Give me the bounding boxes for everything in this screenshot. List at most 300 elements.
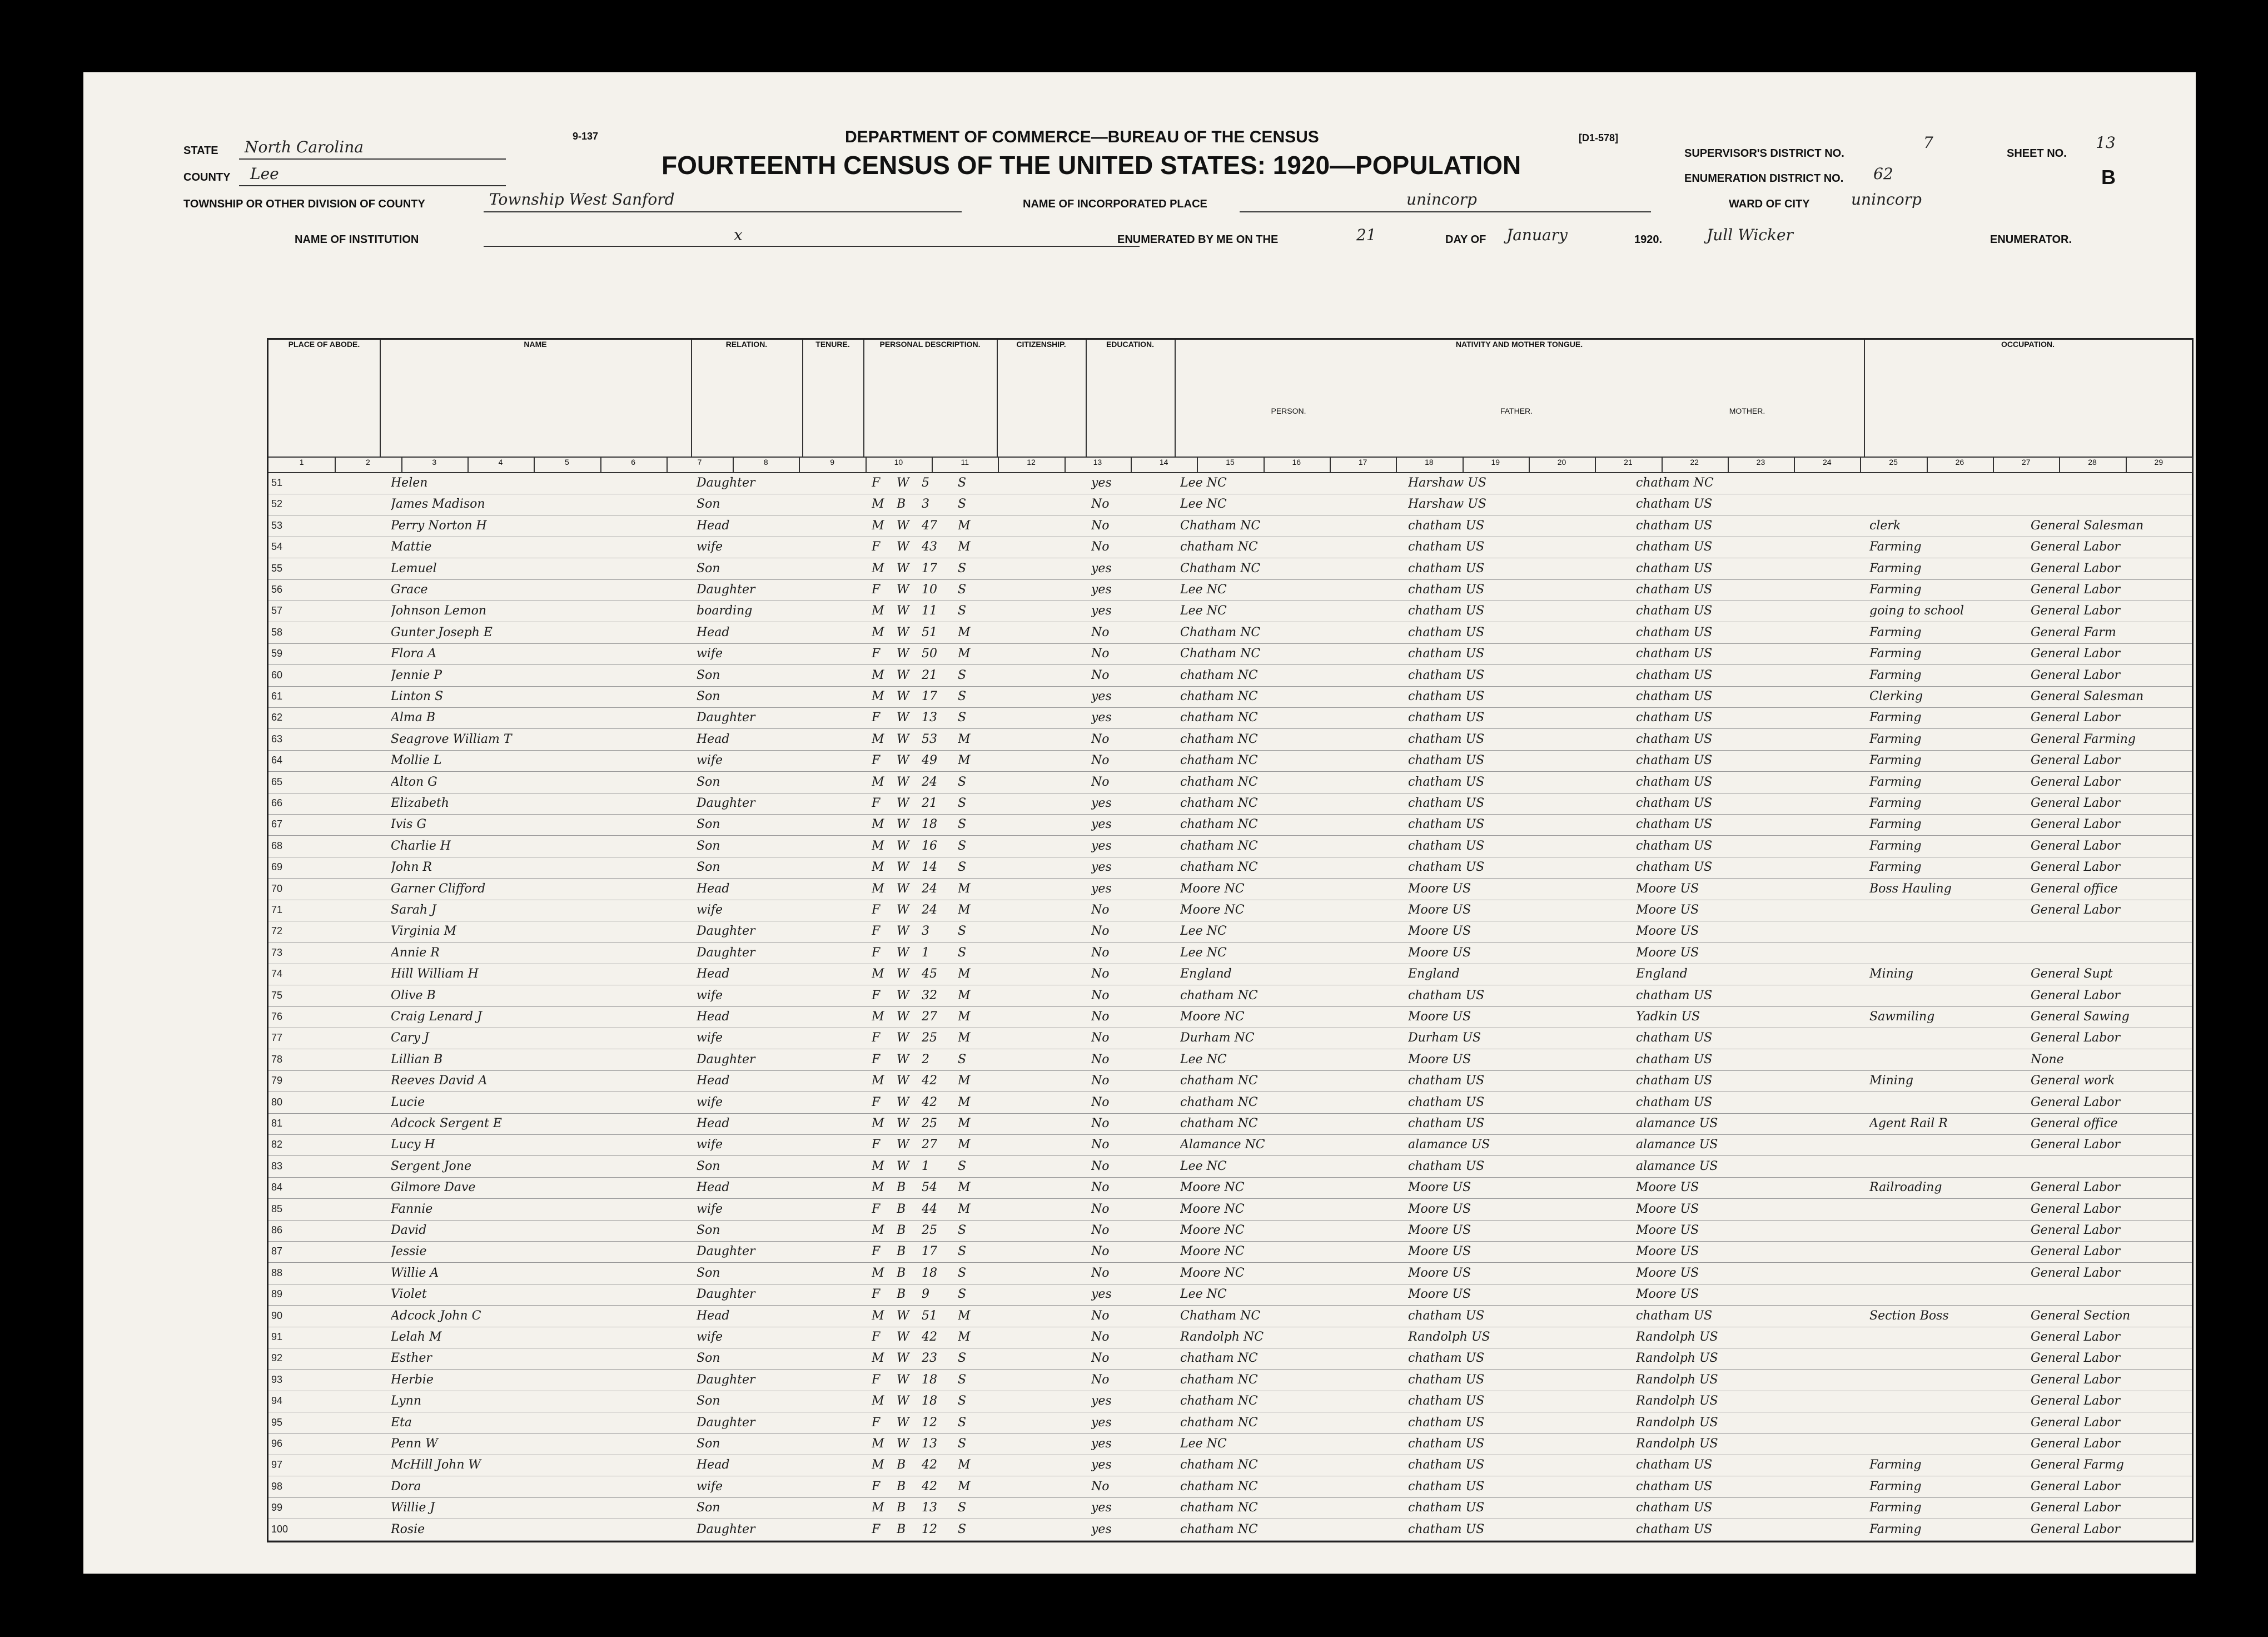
cell-mar: S xyxy=(958,796,967,810)
cell-person: Lee NC xyxy=(1180,476,1227,490)
cell-mother: Moore US xyxy=(1636,1244,1699,1259)
cell-name: Mollie L xyxy=(391,753,442,768)
cell-mar: S xyxy=(958,476,967,490)
cell-person: Moore NC xyxy=(1180,1180,1245,1195)
cell-father: chatham US xyxy=(1408,860,1485,875)
cell-father: chatham US xyxy=(1408,647,1485,661)
cell-occ: Section Boss xyxy=(1869,1308,1949,1323)
table-row xyxy=(268,792,2192,815)
cell-age: 13 xyxy=(922,711,937,725)
sheet-letter: B xyxy=(2101,166,2116,188)
cell-father: Moore US xyxy=(1408,1287,1471,1302)
cell-race: W xyxy=(897,1117,909,1130)
cell-father: chatham US xyxy=(1408,796,1485,810)
column-number: 3 xyxy=(401,457,469,473)
table-row xyxy=(268,643,2192,665)
cell-mar: M xyxy=(958,903,971,917)
cell-age: 42 xyxy=(922,1330,937,1344)
cell-father: Moore US xyxy=(1408,945,1471,960)
cell-mar: S xyxy=(958,860,967,875)
cell-industry: General Labor xyxy=(2031,1415,2121,1430)
cell-industry: General office xyxy=(2031,1117,2118,1130)
cell-school: No xyxy=(1091,945,1110,960)
cell-occ xyxy=(1869,899,2025,921)
line-number: 89 xyxy=(271,1288,283,1300)
cell-age: 11 xyxy=(922,604,937,618)
cell-mar: M xyxy=(958,1095,971,1109)
cell-mar: S xyxy=(958,1372,967,1387)
cell-school: No xyxy=(1091,967,1110,981)
cell-race: W xyxy=(897,732,909,746)
cell-sex: F xyxy=(872,753,881,768)
cell-rel: Head xyxy=(697,732,730,746)
cell-mar: S xyxy=(958,561,967,576)
cell-school: No xyxy=(1091,1266,1110,1280)
cell-mother: Randolph US xyxy=(1636,1437,1718,1451)
table-row xyxy=(268,664,2192,687)
cell-industry: General Labor xyxy=(2031,796,2121,810)
cell-father: Moore US xyxy=(1408,903,1471,917)
cell-mother: chatham US xyxy=(1636,647,1713,661)
column-number: 13 xyxy=(1065,457,1132,473)
cell-occ xyxy=(1869,1027,2025,1049)
line-number: 81 xyxy=(271,1118,283,1129)
cell-occ: Farming xyxy=(1869,1522,1922,1536)
line-number: 60 xyxy=(271,669,283,681)
cell-sex: M xyxy=(872,967,884,981)
cell-occ: Farming xyxy=(1869,796,1922,810)
cell-school: No xyxy=(1091,1202,1110,1216)
cell-mother: chatham US xyxy=(1636,860,1713,875)
cell-mother: chatham US xyxy=(1636,540,1713,554)
line-number: 94 xyxy=(271,1395,283,1407)
table-row xyxy=(268,1283,2192,1306)
cell-industry: General Labor xyxy=(2031,1372,2121,1387)
cell-mar: M xyxy=(958,647,971,661)
cell-mar: S xyxy=(958,1501,967,1515)
cell-rel: Daughter xyxy=(697,1287,755,1302)
cell-rel: Daughter xyxy=(697,711,755,725)
cell-sex: M xyxy=(872,604,884,618)
cell-school: No xyxy=(1091,1159,1110,1173)
cell-mar: M xyxy=(958,540,971,554)
cell-name: Sergent Jone xyxy=(391,1159,471,1173)
cell-name: Virginia M xyxy=(391,924,457,939)
cell-father: chatham US xyxy=(1408,1501,1485,1515)
state-value: North Carolina xyxy=(245,138,364,156)
table-row xyxy=(268,472,2192,494)
cell-person: Lee NC xyxy=(1180,1052,1227,1066)
cell-occ xyxy=(1869,472,2025,494)
cell-person: England xyxy=(1180,967,1232,981)
cell-age: 5 xyxy=(922,476,929,490)
cell-industry: General Farmg xyxy=(2031,1458,2124,1472)
line-number: 64 xyxy=(271,755,283,766)
cell-school: No xyxy=(1091,1372,1110,1387)
enumerator-name: Jull Wicker xyxy=(1707,226,1793,244)
line-number: 83 xyxy=(271,1160,283,1172)
cell-name: David xyxy=(391,1223,427,1237)
cell-age: 12 xyxy=(922,1415,937,1430)
cell-father: chatham US xyxy=(1408,689,1485,703)
cell-sex: F xyxy=(872,476,881,490)
supervisor-label: SUPERVISOR'S DISTRICT NO. xyxy=(1684,147,1844,160)
cell-mother: Moore US xyxy=(1636,881,1699,896)
cell-sex: M xyxy=(872,1074,884,1088)
cell-father: chatham US xyxy=(1408,711,1485,725)
table-row xyxy=(268,942,2192,964)
cell-occ: Farming xyxy=(1869,540,1922,554)
cell-father: chatham US xyxy=(1408,583,1485,597)
line-number: 62 xyxy=(271,712,283,723)
table-row xyxy=(268,1198,2192,1221)
cell-mar: M xyxy=(958,1138,971,1152)
cell-mar: M xyxy=(958,732,971,746)
line-number: 66 xyxy=(271,797,283,808)
cell-age: 17 xyxy=(922,689,937,703)
cell-school: No xyxy=(1091,518,1110,533)
column-number: 26 xyxy=(1927,457,1994,473)
cell-occ xyxy=(1869,493,2025,515)
cell-race: W xyxy=(897,476,909,490)
cell-age: 42 xyxy=(922,1074,937,1088)
line-number: 57 xyxy=(271,605,283,617)
cell-mar: M xyxy=(958,1010,971,1024)
cell-person: chatham NC xyxy=(1180,1095,1258,1109)
line-number: 77 xyxy=(271,1032,283,1044)
cell-name: Violet xyxy=(391,1287,427,1302)
cell-father: England xyxy=(1408,967,1460,981)
column-number: 9 xyxy=(799,457,866,473)
cell-mar: S xyxy=(958,775,967,789)
cell-mother: chatham US xyxy=(1636,753,1713,768)
cell-sex: F xyxy=(872,1052,881,1066)
line-number: 61 xyxy=(271,691,283,702)
cell-rel: wife xyxy=(697,988,723,1003)
line-number: 93 xyxy=(271,1373,283,1385)
cell-mother: chatham US xyxy=(1636,604,1713,618)
cell-age: 43 xyxy=(922,540,937,554)
cell-mother: Randolph US xyxy=(1636,1394,1718,1408)
column-number: 6 xyxy=(600,457,668,473)
cell-race: W xyxy=(897,860,909,875)
line-number: 85 xyxy=(271,1203,283,1214)
table-row xyxy=(268,1177,2192,1199)
line-number: 91 xyxy=(271,1331,283,1342)
cell-name: Gilmore Dave xyxy=(391,1180,476,1195)
cell-occ xyxy=(1869,1347,2025,1369)
column-number: 17 xyxy=(1330,457,1397,473)
cell-name: Alton G xyxy=(391,775,437,789)
table-row xyxy=(268,856,2192,879)
line-number: 97 xyxy=(271,1459,283,1471)
cell-mar: S xyxy=(958,839,967,853)
cell-rel: wife xyxy=(697,903,723,917)
cell-mother: chatham US xyxy=(1636,1458,1713,1472)
column-number: 23 xyxy=(1728,457,1795,473)
cell-race: W xyxy=(897,817,909,832)
cell-sex: F xyxy=(872,796,881,810)
cell-rel: Son xyxy=(697,1266,720,1280)
cell-person: chatham NC xyxy=(1180,711,1258,725)
cell-school: yes xyxy=(1091,583,1112,597)
cell-race: W xyxy=(897,1031,909,1045)
column-number: 12 xyxy=(998,457,1065,473)
cell-father: Harshaw US xyxy=(1408,497,1486,512)
cell-mother: chatham US xyxy=(1636,625,1713,639)
cell-occ: Farming xyxy=(1869,583,1922,597)
cell-name: Lucie xyxy=(391,1095,425,1109)
cell-age: 9 xyxy=(922,1287,929,1302)
column-number: 4 xyxy=(467,457,535,473)
cell-mar: S xyxy=(958,1159,967,1173)
cell-sex: M xyxy=(872,1351,884,1366)
cell-mar: M xyxy=(958,753,971,768)
column-number: 15 xyxy=(1197,457,1264,473)
cell-occ: Farming xyxy=(1869,860,1922,875)
cell-race: W xyxy=(897,753,909,768)
cell-race: W xyxy=(897,1372,909,1387)
cell-rel: wife xyxy=(697,540,723,554)
cell-occ xyxy=(1869,1369,2025,1391)
table-row xyxy=(268,1049,2192,1071)
cell-mother: alamance US xyxy=(1636,1117,1718,1130)
cell-mar: M xyxy=(958,1308,971,1323)
cell-occ xyxy=(1869,1283,2025,1305)
cell-age: 45 xyxy=(922,967,937,981)
cell-name: Linton S xyxy=(391,689,444,703)
cell-father: chatham US xyxy=(1408,561,1485,576)
cell-person: Randolph NC xyxy=(1180,1330,1264,1344)
table-row xyxy=(268,1262,2192,1284)
cell-name: Dora xyxy=(391,1479,421,1494)
cell-father: Moore US xyxy=(1408,1052,1471,1066)
cell-race: B xyxy=(897,1522,906,1536)
cell-father: chatham US xyxy=(1408,1458,1485,1472)
cell-mother: chatham US xyxy=(1636,583,1713,597)
table-row xyxy=(268,707,2192,729)
cell-sex: M xyxy=(872,775,884,789)
cell-industry: General office xyxy=(2031,881,2118,896)
cell-rel: Daughter xyxy=(697,945,755,960)
column-number: 21 xyxy=(1595,457,1662,473)
cell-race: W xyxy=(897,1138,909,1152)
line-number: 86 xyxy=(271,1224,283,1236)
cell-occ xyxy=(1869,1326,2025,1348)
col-group-abode: PLACE OF ABODE. xyxy=(268,340,381,457)
cell-race: W xyxy=(897,625,909,639)
cell-mother: England xyxy=(1636,967,1688,981)
table-row xyxy=(268,835,2192,857)
cell-name: Herbie xyxy=(391,1372,434,1387)
cell-father: chatham US xyxy=(1408,839,1485,853)
cell-race: W xyxy=(897,1095,909,1109)
cell-father: Moore US xyxy=(1408,1223,1471,1237)
cell-occ: Farming xyxy=(1869,753,1922,768)
cell-name: McHill John W xyxy=(391,1458,481,1472)
cell-name: Reeves David A xyxy=(391,1074,488,1088)
cell-mar: S xyxy=(958,711,967,725)
cell-industry: General Labor xyxy=(2031,1437,2121,1451)
cell-industry: General Labor xyxy=(2031,711,2121,725)
cell-race: W xyxy=(897,839,909,853)
cell-rel: Son xyxy=(697,1223,720,1237)
cell-sex: F xyxy=(872,1031,881,1045)
col-group-name: NAME xyxy=(380,340,692,457)
cell-age: 53 xyxy=(922,732,937,746)
cell-name: James Madison xyxy=(391,497,485,512)
cell-mar: M xyxy=(958,1117,971,1130)
cell-school: yes xyxy=(1091,476,1112,490)
cell-mar: M xyxy=(958,1031,971,1045)
cell-race: B xyxy=(897,1202,906,1216)
cell-race: W xyxy=(897,1437,909,1451)
cell-sex: M xyxy=(872,1501,884,1515)
cell-rel: Son xyxy=(697,839,720,853)
line-number: 99 xyxy=(271,1502,283,1514)
col-group-relation: RELATION. xyxy=(691,340,803,457)
cell-school: No xyxy=(1091,1074,1110,1088)
cell-school: No xyxy=(1091,1223,1110,1237)
cell-person: Lee NC xyxy=(1180,583,1227,597)
cell-mother: chatham US xyxy=(1636,668,1713,682)
cell-school: yes xyxy=(1091,1415,1112,1430)
cell-occ xyxy=(1869,1262,2025,1284)
cell-father: chatham US xyxy=(1408,1394,1485,1408)
cell-race: W xyxy=(897,711,909,725)
column-number: 16 xyxy=(1264,457,1331,473)
line-number: 75 xyxy=(271,989,283,1001)
line-number: 72 xyxy=(271,925,283,937)
cell-father: chatham US xyxy=(1408,732,1485,746)
cell-mother: Moore US xyxy=(1636,1266,1699,1280)
cell-sex: M xyxy=(872,1180,884,1195)
cell-industry xyxy=(2031,920,2186,942)
table-row xyxy=(268,493,2192,515)
cell-industry xyxy=(2031,1155,2186,1177)
cell-occ: Farming xyxy=(1869,775,1922,789)
cell-person: chatham NC xyxy=(1180,1351,1258,1366)
cell-rel: Daughter xyxy=(697,1522,755,1536)
cell-school: No xyxy=(1091,1330,1110,1344)
cell-rel: Daughter xyxy=(697,1052,755,1066)
cell-mother: Moore US xyxy=(1636,924,1699,939)
cell-sex: M xyxy=(872,881,884,896)
column-number: 10 xyxy=(866,457,933,473)
cell-mar: S xyxy=(958,1351,967,1366)
cell-industry: General Labor xyxy=(2031,1479,2121,1494)
cell-race: W xyxy=(897,967,909,981)
cell-race: B xyxy=(897,1180,906,1195)
cell-school: No xyxy=(1091,1244,1110,1259)
cell-occ xyxy=(1869,1049,2025,1070)
table-row xyxy=(268,1219,2192,1242)
cell-name: Adcock John C xyxy=(391,1308,481,1323)
cell-occ xyxy=(1869,1198,2025,1220)
cell-name: Flora A xyxy=(391,647,437,661)
cell-school: yes xyxy=(1091,711,1112,725)
cell-age: 13 xyxy=(922,1437,937,1451)
cell-school: No xyxy=(1091,1180,1110,1195)
township-label: TOWNSHIP OR OTHER DIVISION OF COUNTY xyxy=(183,198,425,210)
cell-sex: F xyxy=(872,924,881,939)
cell-race: W xyxy=(897,1074,909,1088)
cell-sex: F xyxy=(872,1287,881,1302)
sheet-label: SHEET NO. xyxy=(2007,147,2067,160)
cell-occ: Sawmiling xyxy=(1869,1010,1935,1024)
table-row xyxy=(268,1134,2192,1156)
cell-person: chatham NC xyxy=(1180,839,1258,853)
cell-occ: Farming xyxy=(1869,647,1922,661)
cell-father: chatham US xyxy=(1408,988,1485,1003)
table-row xyxy=(268,963,2192,985)
cell-rel: Daughter xyxy=(697,1415,755,1430)
cell-rel: Daughter xyxy=(697,1244,755,1259)
cell-industry: General Labor xyxy=(2031,903,2121,917)
cell-occ: Mining xyxy=(1869,967,1914,981)
cell-name: Rosie xyxy=(391,1522,425,1536)
cell-rel: Son xyxy=(697,689,720,703)
table-row xyxy=(268,1006,2192,1028)
line-number: 88 xyxy=(271,1267,283,1278)
col-group-citizenship: CITIZENSHIP. xyxy=(997,340,1087,457)
cell-sex: M xyxy=(872,1159,884,1173)
enumerated-month: January xyxy=(1506,226,1568,244)
cell-mother: chatham US xyxy=(1636,839,1713,853)
cell-age: 42 xyxy=(922,1095,937,1109)
cell-name: Lynn xyxy=(391,1394,421,1408)
nativity-father: FATHER. xyxy=(1500,406,1533,415)
cell-sex: M xyxy=(872,1266,884,1280)
line-number: 65 xyxy=(271,776,283,787)
cell-school: No xyxy=(1091,1479,1110,1494)
cell-age: 27 xyxy=(922,1138,937,1152)
cell-person: Chatham NC xyxy=(1180,1308,1261,1323)
cell-father: chatham US xyxy=(1408,775,1485,789)
cell-race: W xyxy=(897,689,909,703)
cell-school: yes xyxy=(1091,604,1112,618)
cell-rel: wife xyxy=(697,1479,723,1494)
cell-person: Moore NC xyxy=(1180,1266,1245,1280)
cell-mother: chatham US xyxy=(1636,1095,1713,1109)
cell-mar: S xyxy=(958,1223,967,1237)
line-number: 69 xyxy=(271,861,283,873)
cell-occ xyxy=(1869,1412,2025,1433)
cell-father: Moore US xyxy=(1408,1202,1471,1216)
cell-mother: Moore US xyxy=(1636,903,1699,917)
cell-industry: General Labor xyxy=(2031,1351,2121,1366)
cell-name: Willie A xyxy=(391,1266,439,1280)
cell-race: B xyxy=(897,1244,906,1259)
cell-age: 50 xyxy=(922,647,937,661)
cell-person: Moore NC xyxy=(1180,903,1245,917)
cell-person: chatham NC xyxy=(1180,796,1258,810)
cell-age: 51 xyxy=(922,625,937,639)
cell-occ: Farming xyxy=(1869,732,1922,746)
column-number: 14 xyxy=(1131,457,1198,473)
column-number: 20 xyxy=(1529,457,1596,473)
cell-age: 3 xyxy=(922,497,929,512)
cell-mar: S xyxy=(958,1394,967,1408)
cell-occ: Farming xyxy=(1869,1479,1922,1494)
cell-father: Moore US xyxy=(1408,1244,1471,1259)
column-number: 29 xyxy=(2126,457,2193,473)
cell-school: No xyxy=(1091,1010,1110,1024)
cell-name: Lemuel xyxy=(391,561,437,576)
table-row xyxy=(268,1497,2192,1519)
cell-age: 2 xyxy=(922,1052,929,1066)
cell-sex: M xyxy=(872,689,884,703)
